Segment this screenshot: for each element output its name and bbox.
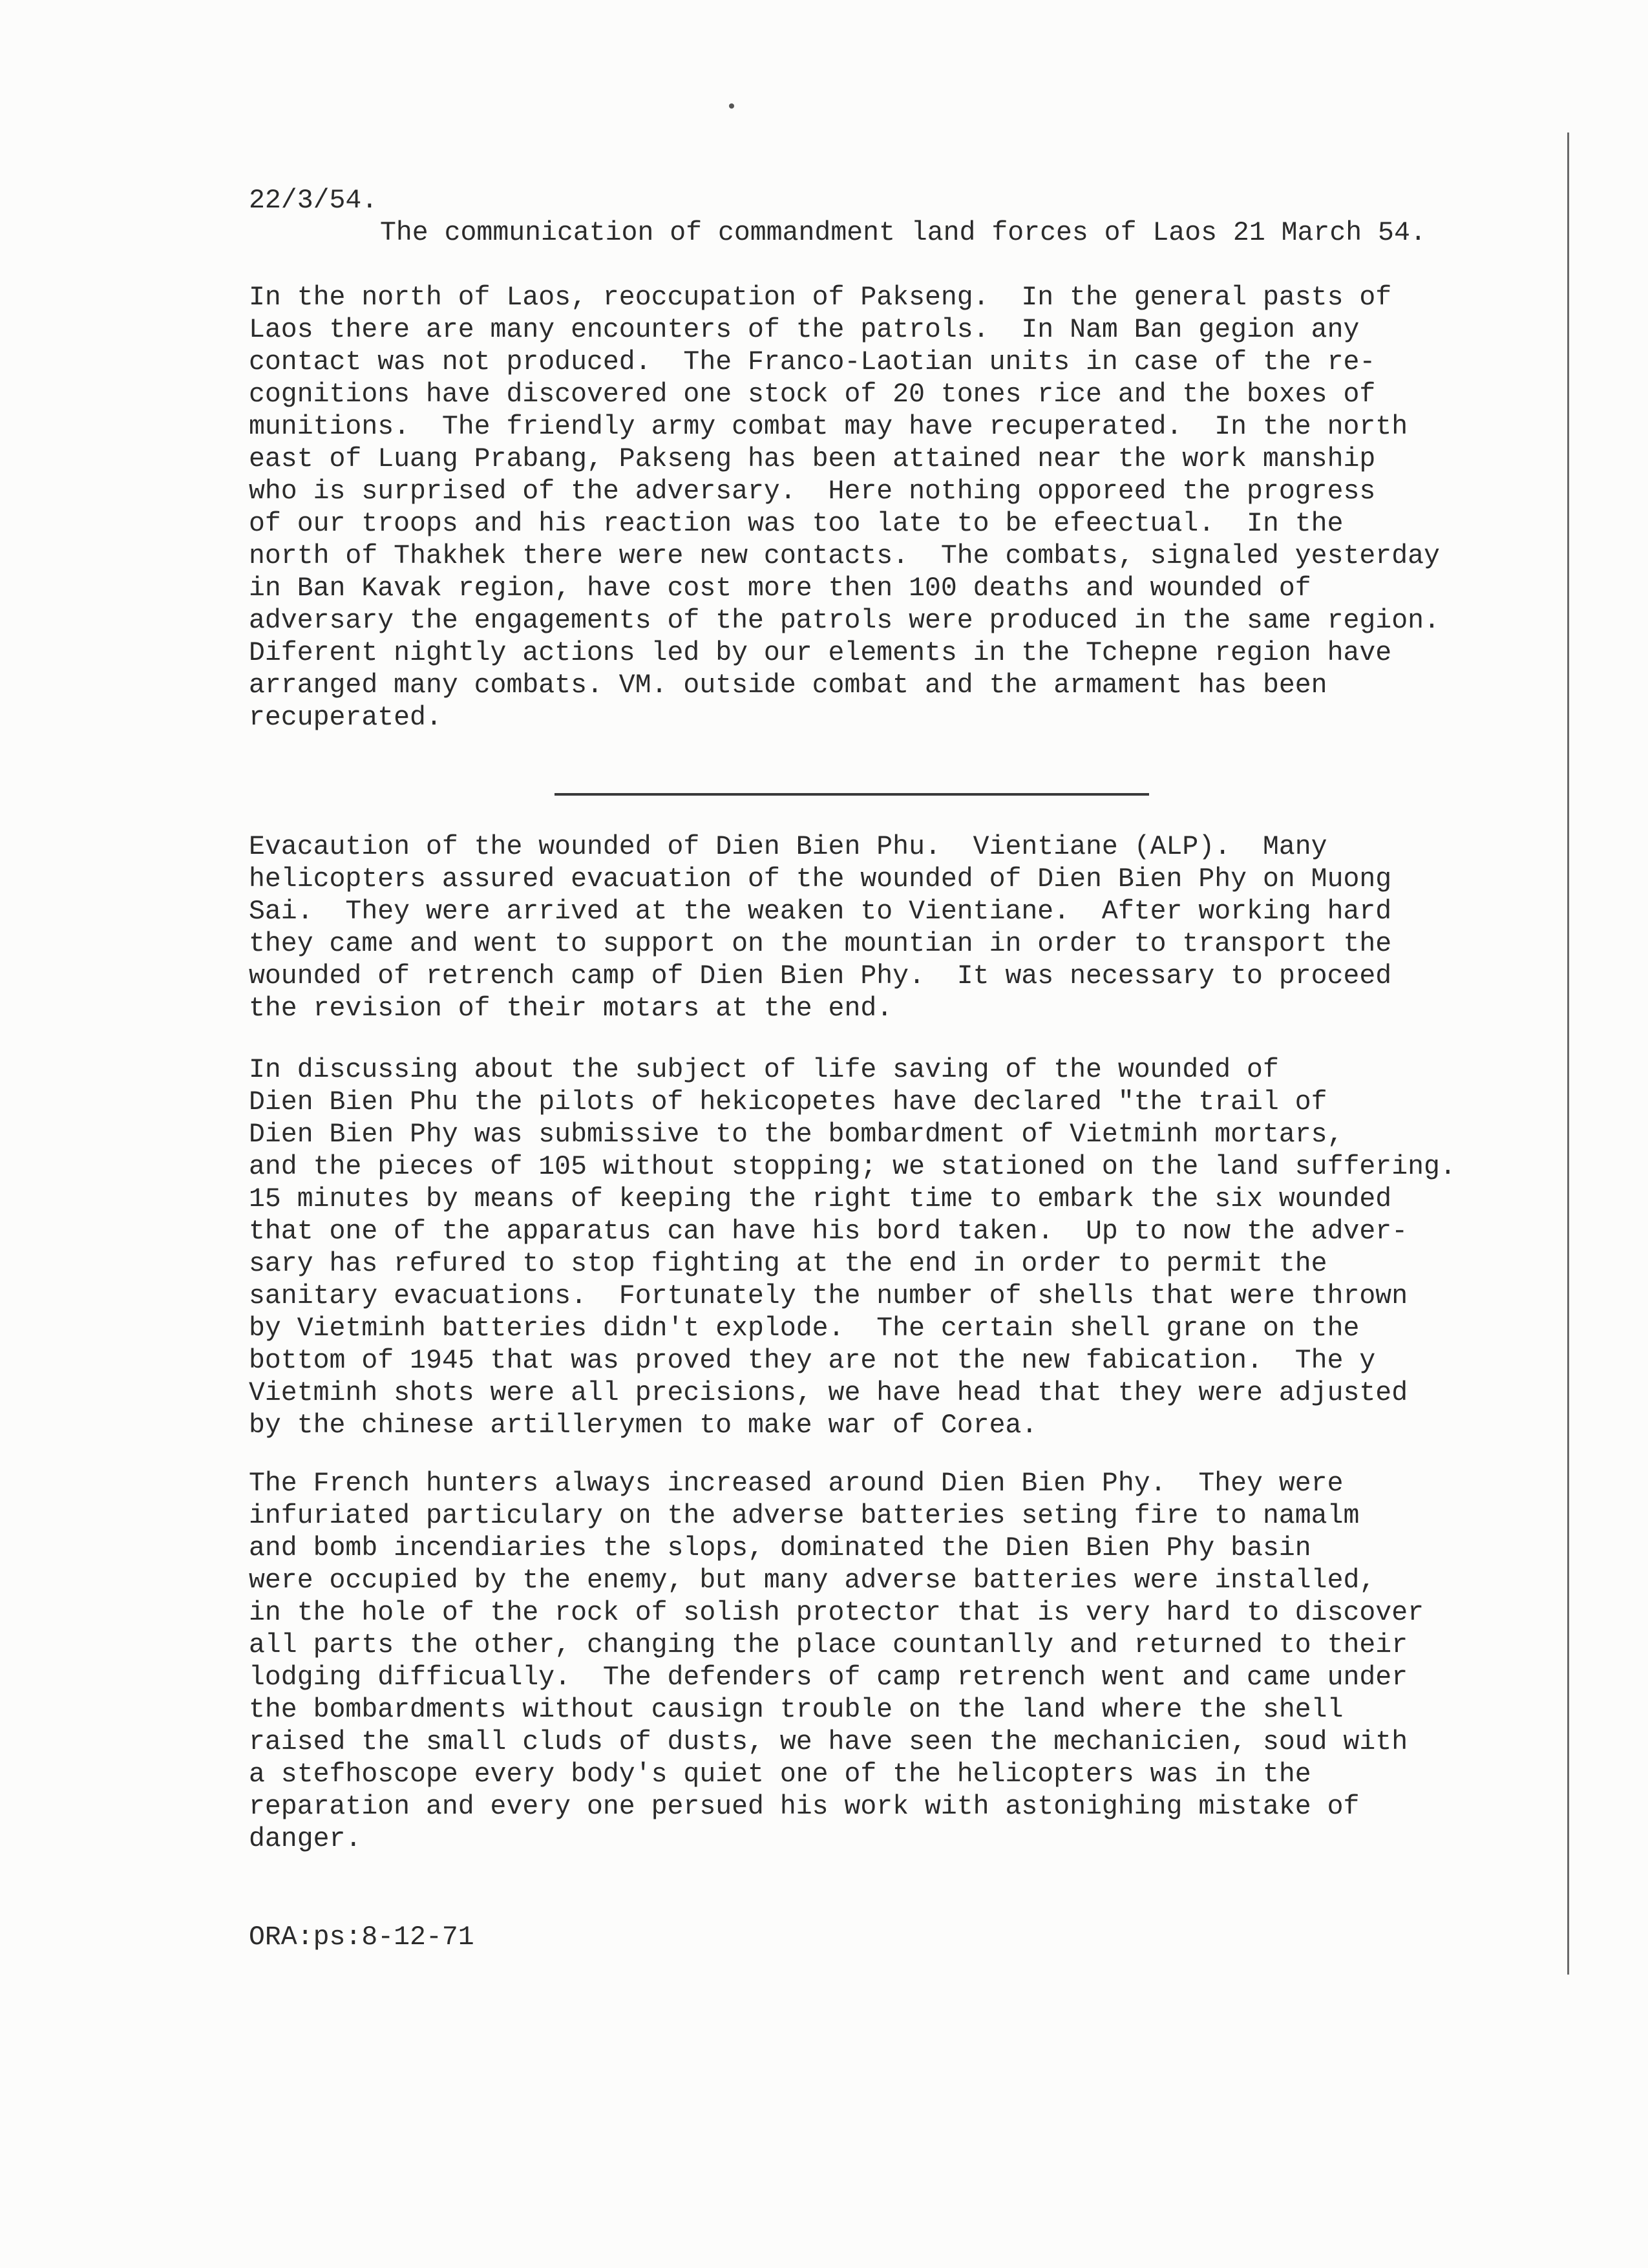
paragraph-line: Dien Bien Phy was submissive to the bombardment of Vietminh mortars, <box>249 1119 1344 1150</box>
paragraph-line: were occupied by the enemy, but many adverse batteries were installed, <box>249 1565 1376 1596</box>
paragraph-line: Diferent nightly actions led by our elements in the Tchepne region have <box>249 638 1392 668</box>
paragraph-line: helicopters assured evacuation of the wounded of Dien Bien Phy on Muong <box>249 864 1392 895</box>
section-separator <box>555 793 1149 796</box>
paragraph-line: lodging difficually. The defenders of camp retrench went and came under <box>249 1662 1408 1693</box>
paragraph-line: cognitions have discovered one stock of 20 tones rice and the boxes of <box>249 379 1376 410</box>
paragraph-line: and the pieces of 105 without stopping; we stationed on the land suffering. <box>249 1152 1456 1182</box>
paragraph-line: who is surprised of the adversary. Here nothing opporeed the progress <box>249 476 1376 507</box>
paragraph-line: danger. <box>249 1824 362 1854</box>
paragraph-line: munitions. The friendly army combat may have recuperated. In the north <box>249 412 1408 442</box>
paragraph-line: by Vietminh batteries didn't explode. The certain shell grane on the <box>249 1313 1360 1344</box>
paragraph-line: bottom of 1945 that was proved they are not the new fabication. The y <box>249 1346 1376 1376</box>
paragraph-line: sary has refured to stop fighting at the end in order to permit the <box>249 1249 1327 1279</box>
paragraph-line: sanitary evacuations. Fortunately the number of shells that were thrown <box>249 1281 1408 1311</box>
document-date: 22/3/54. <box>249 185 378 216</box>
paragraph-line: and bomb incendiaries the slops, dominated the Dien Bien Phy basin <box>249 1533 1311 1563</box>
page-edge-rule <box>1567 132 1569 1975</box>
paragraph-line: the bombardments without causign trouble on the land where the shell <box>249 1695 1344 1725</box>
paragraph-line: Vietminh shots were all precisions, we have head that they were adjusted <box>249 1378 1408 1408</box>
paragraph-line: by the chinese artillerymen to make war of Corea. <box>249 1410 1038 1441</box>
document-footer-reference: ORA:ps:8-12-71 <box>249 1922 474 1953</box>
paragraph-evacuation <box>249 831 1561 1025</box>
paragraph-pilots-statement <box>249 1054 1561 1442</box>
paragraph-line: all parts the other, changing the place countanlly and returned to their <box>249 1630 1408 1660</box>
paragraph-line: that one of the apparatus can have his bord taken. Up to now the adver- <box>249 1216 1408 1247</box>
paragraph-line: Dien Bien Phu the pilots of hekicopetes have declared "the trail of <box>249 1087 1327 1118</box>
paragraph-laos-report <box>249 282 1561 734</box>
paragraph-line: recuperated. <box>249 703 442 733</box>
paragraph-line: raised the small cluds of dusts, we have seen the mechanicien, soud with <box>249 1727 1408 1757</box>
paragraph-line: Evacaution of the wounded of Dien Bien Phu. Vientiane (ALP). Many <box>249 832 1327 862</box>
paragraph-line: a stefhoscope every body's quiet one of the helicopters was in the <box>249 1759 1311 1790</box>
paragraph-line: contact was not produced. The Franco-Laotian units in case of the re- <box>249 347 1376 377</box>
paragraph-line: in the hole of the rock of solish protector that is very hard to discover <box>249 1598 1424 1628</box>
paragraph-line: Sai. They were arrived at the weaken to Vientiane. After working hard <box>249 896 1392 927</box>
document-headline: The communication of commandment land forces of Laos 21 March 54. <box>380 218 1426 248</box>
paragraph-line: arranged many combats. VM. outside combat and the armament has been <box>249 670 1327 701</box>
paragraph-line: east of Luang Prabang, Pakseng has been attained near the work manship <box>249 444 1376 474</box>
paragraph-line: in Ban Kavak region, have cost more then 100 deaths and wounded of <box>249 573 1311 604</box>
paragraph-line: they came and went to support on the mountian in order to transport the <box>249 929 1392 959</box>
paragraph-line: adversary the engagements of the patrols were produced in the same region. <box>249 606 1440 636</box>
paper-speck <box>729 103 734 109</box>
paragraph-line: the revision of their motars at the end. <box>249 993 893 1024</box>
paragraph-line: 15 minutes by means of keeping the right time to embark the six wounded <box>249 1184 1392 1214</box>
paragraph-line: wounded of retrench camp of Dien Bien Phy. It was necessary to proceed <box>249 961 1392 991</box>
paragraph-line: In discussing about the subject of life saving of the wounded of <box>249 1055 1279 1085</box>
paragraph-line: of our troops and his reaction was too late to be efeectual. In the <box>249 509 1344 539</box>
paragraph-line: In the north of Laos, reoccupation of Pakseng. In the general pasts of <box>249 282 1392 313</box>
paragraph-line: The French hunters always increased around Dien Bien Phy. They were <box>249 1468 1344 1499</box>
paragraph-line: north of Thakhek there were new contacts. The combats, signaled yesterday <box>249 541 1440 571</box>
paragraph-french-hunters <box>249 1468 1561 1856</box>
paragraph-line: infuriated particulary on the adverse batteries seting fire to namalm <box>249 1501 1360 1531</box>
paragraph-line: reparation and every one persued his work with astonighing mistake of <box>249 1792 1360 1822</box>
paragraph-line: Laos there are many encounters of the patrols. In Nam Ban gegion any <box>249 315 1360 345</box>
